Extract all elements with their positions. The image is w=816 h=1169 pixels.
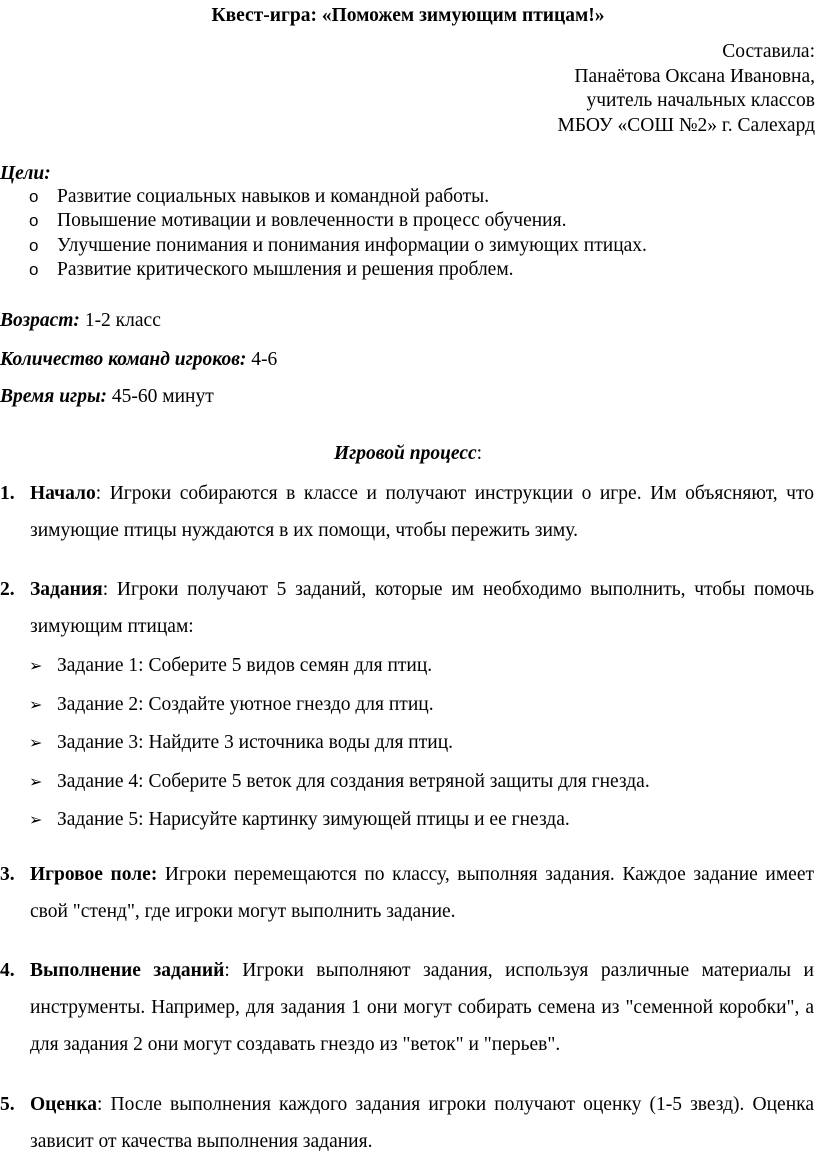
list-item: ➢ Задание 3: Найдите 3 источника воды для птиц. bbox=[29, 724, 650, 763]
age-value: 1-2 класс bbox=[79, 310, 161, 331]
circle-bullet-icon: o bbox=[29, 211, 39, 231]
author-name: Панаётова Оксана Ивановна, bbox=[574, 65, 815, 87]
author-block bbox=[557, 40, 815, 138]
arrow-bullet-icon: ➢ bbox=[29, 733, 43, 752]
list-item: o Развитие социальных навыков и командной работы. bbox=[29, 185, 647, 209]
age-label: Возраст: bbox=[0, 310, 80, 331]
list-item: ➢ Задание 2: Создайте уютное гнездо для птиц. bbox=[29, 686, 650, 725]
goals-heading: Цели: bbox=[0, 163, 51, 184]
tasks-list bbox=[29, 647, 650, 840]
list-item: o Улучшение понимания и понимания информации о зимующих птицах. bbox=[29, 234, 647, 258]
teams-label: Количество команд игроков: bbox=[0, 349, 247, 370]
teams-line bbox=[0, 348, 277, 372]
step-game-field: 3. Игровое поле: Игроки перемещаются по классу, выполняя задания. Каждое задание имеет свой "стенд", где игроки могут выполнить задание. bbox=[0, 864, 814, 922]
document-title: Квест-игра: «Поможем зимующим птицам!» bbox=[211, 5, 605, 26]
teams-value: 4-6 bbox=[246, 349, 278, 370]
goals-list bbox=[29, 185, 647, 282]
list-item: ➢ Задание 1: Соберите 5 видов семян для птиц. bbox=[29, 647, 650, 686]
arrow-bullet-icon: ➢ bbox=[29, 771, 43, 791]
time-value: 45-60 минут bbox=[107, 386, 214, 407]
circle-bullet-icon: o bbox=[29, 235, 39, 255]
list-item: o Развитие критического мышления и решения проблем. bbox=[29, 258, 647, 282]
age-line bbox=[0, 309, 161, 333]
time-label: Время игры: bbox=[0, 386, 108, 407]
arrow-bullet-icon: ➢ bbox=[29, 694, 43, 714]
list-item: ➢ Задание 4: Соберите 5 веток для создания ветряной защиты для гнезда. bbox=[29, 763, 650, 802]
author-compiled-label: Составила: bbox=[722, 41, 815, 62]
step-start: 1. Начало: Игроки собираются в классе и получают инструкции о игре. Им объясняют, что зимующие птицы нуждаются в их помощи, чтобы пережить зиму. bbox=[0, 483, 814, 541]
list-item: ➢ Задание 5: Нарисуйте картинку зимующей птицы и ее гнезда. bbox=[29, 801, 650, 840]
step-evaluation: 5. Оценка: После выполнения каждого задания игроки получают оценку (1-5 звезд). Оценка зависит от качества выполнения задания. bbox=[0, 1094, 814, 1152]
step-execution: 4. Выполнение заданий: Игроки выполняют задания, используя различные материалы и инструменты. Например, для задания 1 они могут собирать семена из "семенной коробки", а для задания 2 они могут создавать гнездо из "веток" и "перьев". bbox=[0, 960, 814, 1055]
time-line bbox=[0, 385, 214, 409]
circle-bullet-icon: o bbox=[29, 187, 39, 206]
arrow-bullet-icon: ➢ bbox=[29, 656, 43, 675]
step-tasks: 2. Задания: Игроки получают 5 заданий, которые им необходимо выполнить, чтобы помочь зимующим птицам: bbox=[0, 579, 814, 637]
author-position: учитель начальных классов bbox=[586, 90, 815, 111]
list-item: o Повышение мотивации и вовлеченности в процесс обучения. bbox=[29, 209, 647, 233]
circle-bullet-icon: o bbox=[29, 259, 39, 279]
arrow-bullet-icon: ➢ bbox=[29, 810, 43, 829]
author-school: МБОУ «СОШ №2» г. Салехард bbox=[557, 114, 815, 136]
process-heading: Игровой процесс: bbox=[333, 443, 483, 464]
